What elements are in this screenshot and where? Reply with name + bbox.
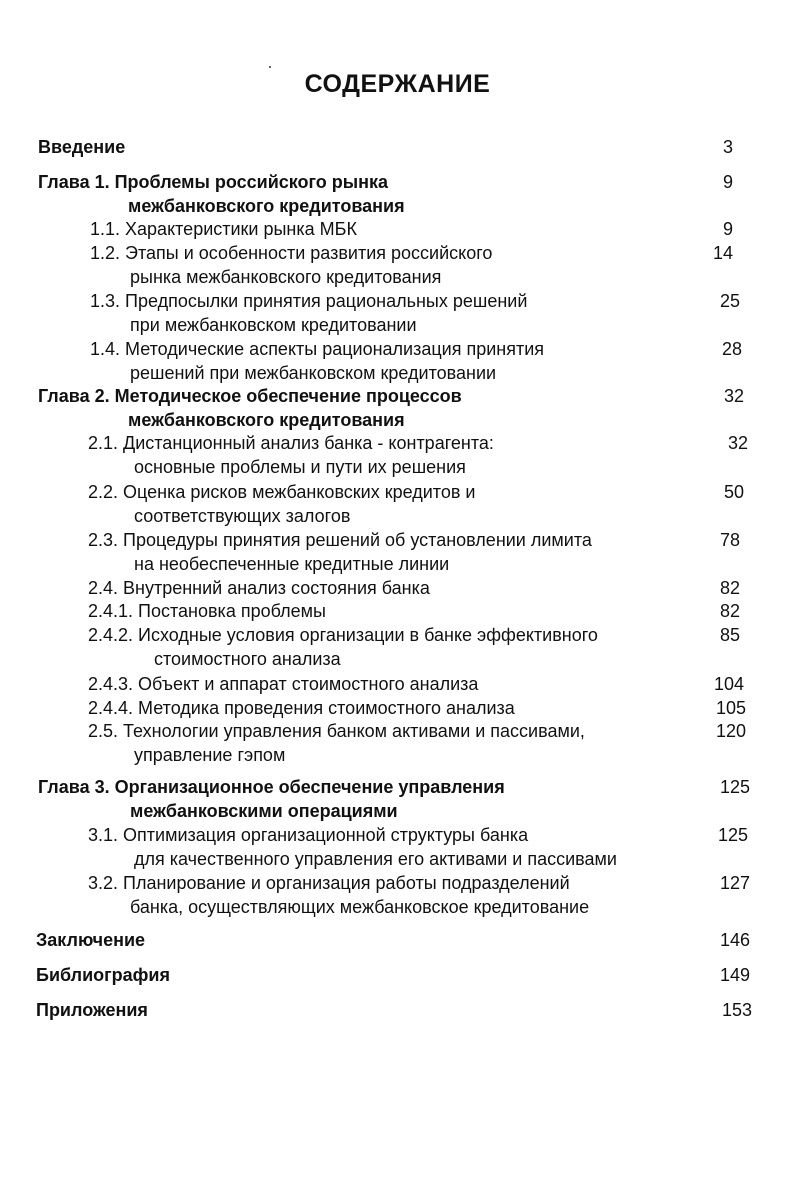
toc-page-number: 149 bbox=[719, 965, 750, 985]
toc-entry-title: 2.4.2. Исходные условия организации в банке эффективного bbox=[88, 625, 598, 645]
toc-page-number: 50 bbox=[723, 482, 744, 502]
toc-entry-title: 2.4.3. Объект и аппарат стоимостного анализа bbox=[88, 674, 479, 694]
toc-page-number: 9 bbox=[722, 172, 733, 192]
toc-entry-continuation: соответствующих залогов bbox=[134, 506, 351, 526]
toc-entry-title: Введение bbox=[38, 137, 126, 157]
toc-entry-title: 1.1. Характеристики рынка МБК bbox=[90, 219, 357, 239]
toc-entry-title: 1.3. Предпосылки принятия рациональных решений bbox=[90, 291, 528, 311]
toc-entry-title: Библиография bbox=[36, 965, 170, 985]
toc-entry-title: 2.4. Внутренний анализ состояния банка bbox=[88, 578, 430, 598]
toc-entry-title: Приложения bbox=[36, 1000, 148, 1020]
toc-page-number: 127 bbox=[719, 873, 750, 893]
toc-page-number: 32 bbox=[723, 386, 744, 406]
toc-page-number: 32 bbox=[727, 433, 748, 453]
toc-page-number: 125 bbox=[717, 825, 748, 845]
toc-entry-title: 3.2. Планирование и организация работы подразделений bbox=[88, 873, 570, 893]
toc-page-number: 125 bbox=[719, 777, 750, 797]
toc-entry-title: 1.2. Этапы и особенности развития российского bbox=[90, 243, 493, 263]
toc-entry-continuation: управление гэпом bbox=[134, 745, 286, 765]
toc-entry-title: Глава 3. Организационное обеспечение управления bbox=[38, 777, 505, 797]
toc-entry-title: 2.2. Оценка рисков межбанковских кредитов и bbox=[88, 482, 476, 502]
toc-entry-continuation: банка, осуществляющих межбанковское кредитование bbox=[130, 897, 590, 917]
toc-entry-title: Глава 2. Методическое обеспечение процессов bbox=[38, 386, 462, 406]
toc-page-number: 25 bbox=[719, 291, 740, 311]
toc-entry-title: 2.5. Технологии управления банком активами и пассивами, bbox=[88, 721, 585, 741]
toc-entry-title: Заключение bbox=[36, 930, 146, 950]
toc-page-number: 82 bbox=[719, 601, 740, 621]
toc-page-number: 14 bbox=[712, 243, 733, 263]
toc-page-number: 85 bbox=[719, 625, 740, 645]
toc-entry-continuation: для качественного управления его активами и пассивами bbox=[134, 849, 617, 869]
toc-page-number: 82 bbox=[719, 578, 740, 598]
toc-entry-continuation: при межбанковском кредитовании bbox=[130, 315, 417, 335]
toc-entry-title: 2.3. Процедуры принятия решений об установлении лимита bbox=[88, 530, 592, 550]
toc-entry-title: 2.4.1. Постановка проблемы bbox=[88, 601, 326, 621]
toc-entry-continuation: рынка межбанковского кредитования bbox=[130, 267, 442, 287]
toc-entry-title: 2.1. Дистанционный анализ банка - контрагента: bbox=[88, 433, 494, 453]
toc-entry-continuation: решений при межбанковском кредитовании bbox=[130, 363, 497, 383]
scan-speck bbox=[269, 66, 271, 68]
page-title: СОДЕРЖАНИЕ bbox=[304, 70, 491, 98]
toc-page-number: 146 bbox=[719, 930, 750, 950]
toc-page-number: 3 bbox=[722, 137, 733, 157]
toc-entry-continuation: межбанковского кредитования bbox=[128, 196, 405, 216]
toc-entry-continuation: стоимостного анализа bbox=[154, 649, 341, 669]
toc-page-number: 120 bbox=[715, 721, 746, 741]
toc-entry-continuation: межбанковскими операциями bbox=[130, 801, 398, 821]
toc-page-number: 105 bbox=[715, 698, 746, 718]
toc-entry-title: Глава 1. Проблемы российского рынка bbox=[38, 172, 389, 192]
toc-page-number: 104 bbox=[713, 674, 744, 694]
toc-entry-continuation: основные проблемы и пути их решения bbox=[134, 457, 466, 477]
toc-entry-title: 2.4.4. Методика проведения стоимостного анализа bbox=[88, 698, 515, 718]
toc-page-number: 78 bbox=[719, 530, 740, 550]
toc-entry-title: 3.1. Оптимизация организационной структуры банка bbox=[88, 825, 529, 845]
toc-entry-continuation: на необеспеченные кредитные линии bbox=[134, 554, 450, 574]
toc-page-number: 153 bbox=[721, 1000, 752, 1020]
toc-page-number: 28 bbox=[721, 339, 742, 359]
toc-entry-title: 1.4. Методические аспекты рационализация принятия bbox=[90, 339, 545, 359]
toc-entry-continuation: межбанковского кредитования bbox=[128, 410, 405, 430]
toc-page-number: 9 bbox=[722, 219, 733, 239]
